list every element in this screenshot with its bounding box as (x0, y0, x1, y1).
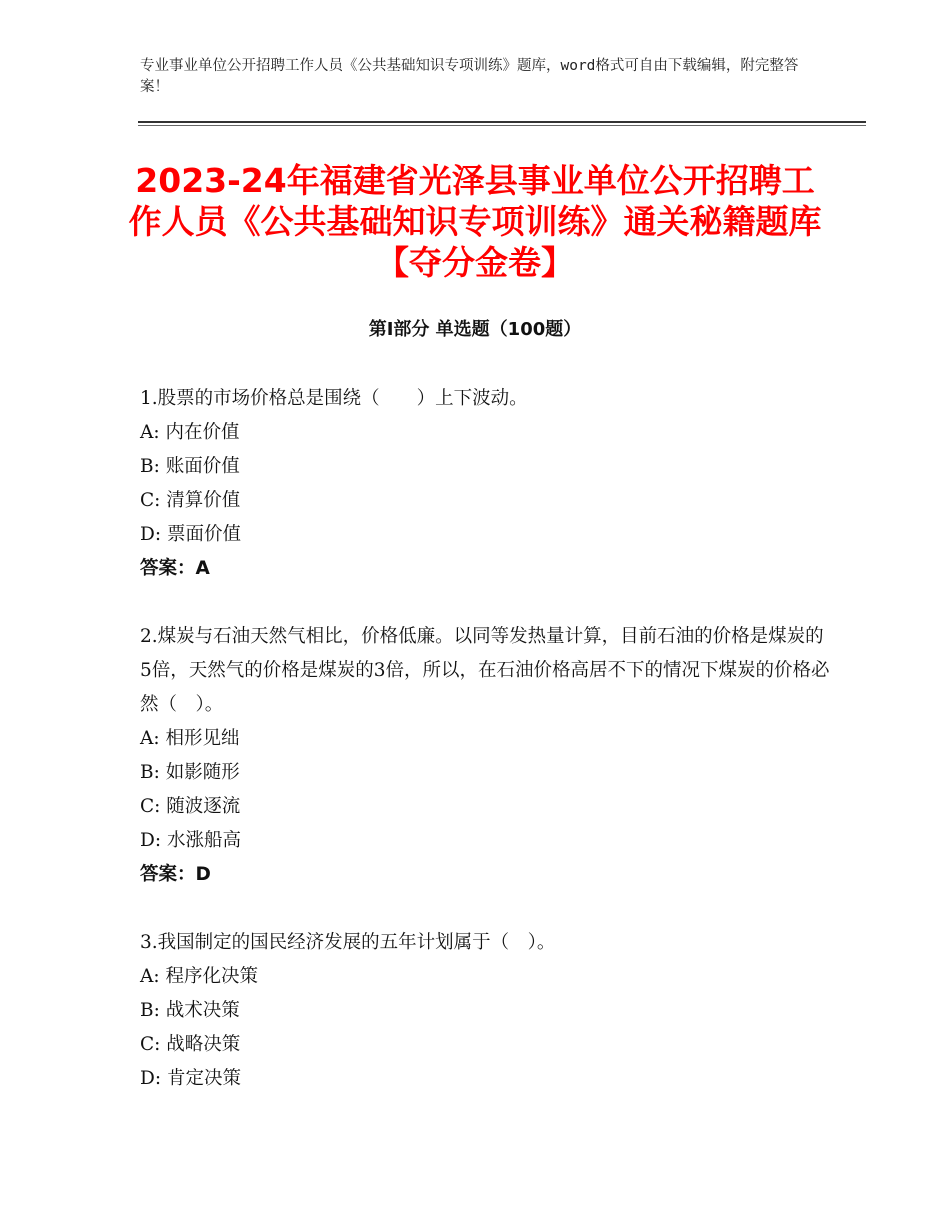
option-c: C: 战略决策 (140, 1034, 241, 1055)
option-d: D: 票面价值 (140, 524, 241, 545)
option-c: C: 随波逐流 (140, 796, 241, 817)
question-stem: 3.我国制定的国民经济发展的五年计划属于（ ）。 (140, 932, 556, 953)
option-d: D: 水涨船高 (140, 830, 241, 851)
answer: 答案：D (140, 864, 211, 885)
option-a: A: 内在价值 (140, 422, 240, 443)
question-list (140, 382, 830, 1130)
question-stem: 1.股票的市场价格总是围绕（ ）上下波动。 (140, 388, 528, 409)
option-c: C: 清算价值 (140, 490, 241, 511)
option-a: A: 相形见绌 (140, 728, 240, 749)
header-note: 专业事业单位公开招聘工作人员《公共基础知识专项训练》题库，word格式可自由下载编辑，附完整答案！ (140, 58, 799, 95)
section-title: 第Ⅰ部分 单选题（100题） (368, 319, 582, 340)
option-d: D: 肯定决策 (140, 1068, 241, 1089)
question-stem: 2.煤炭与石油天然气相比，价格低廉。以同等发热量计算，目前石油的价格是煤炭的5倍，天然气的价格是煤炭的3倍，所以，在石油价格高居不下的情况下煤炭的价格必然（ ）。 (140, 626, 830, 715)
option-b: B: 如影随形 (140, 762, 240, 783)
option-a: A: 程序化决策 (140, 966, 258, 987)
option-b: B: 账面价值 (140, 456, 240, 477)
question-3 (140, 926, 830, 1096)
question-2 (140, 620, 830, 892)
question-1 (140, 382, 830, 586)
document-title: 2023-24年福建省光泽县事业单位公开招聘工作人员《公共基础知识专项训练》通关秘籍题库【夺分金卷】 (128, 161, 822, 282)
header-divider-thick (138, 121, 866, 123)
option-b: B: 战术决策 (140, 1000, 240, 1021)
answer: 答案：A (140, 558, 210, 579)
header-divider-thin (138, 125, 866, 126)
